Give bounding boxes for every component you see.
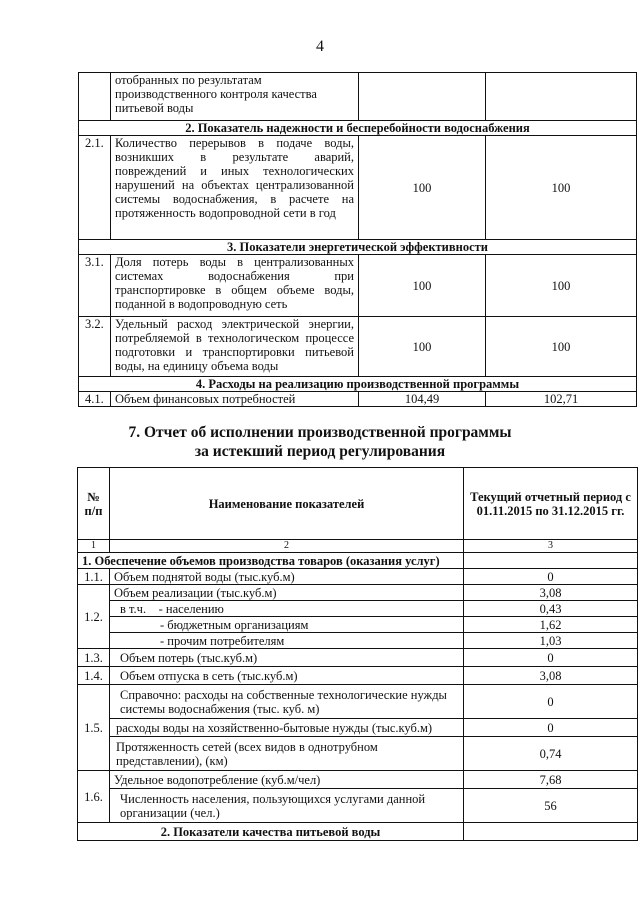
cell-value: 100 (486, 317, 637, 377)
cell-value: 100 (359, 136, 486, 240)
cell-name: Объем отпуска в сеть (тыс.куб.м) (110, 667, 464, 685)
cell-name: Протяженность сетей (всех видов в однотрубном представлении), (км) (110, 737, 464, 771)
cell-value (359, 73, 486, 121)
section-header: 2. Показатель надежности и бесперебойности водоснабжения (79, 121, 637, 136)
table-row (79, 255, 637, 317)
cell-num: 4.1. (79, 392, 111, 407)
cell-value: 3,08 (464, 585, 638, 601)
section-header: 2. Показатели качества питьевой воды (78, 823, 464, 841)
cell-name: Удельный расход электрической энергии, потребляемой в технологическом процессе подготовки и транспортировки питьевой воды, на единицу объема воды (111, 317, 359, 377)
cell-value: 100 (359, 255, 486, 317)
table-row (78, 617, 638, 633)
cell-name: Объем поднятой воды (тыс.куб.м) (110, 569, 464, 585)
cell-name: Объем финансовых потребностей (111, 392, 359, 407)
cell-name: в т.ч. - населению (110, 601, 464, 617)
cell-num: 1.4. (78, 667, 110, 685)
table-row (78, 649, 638, 667)
cell-num: 1.6. (78, 771, 110, 823)
table-row (78, 601, 638, 617)
cell-name: Численность населения, пользующихся услугами данной организации (чел.) (110, 789, 464, 823)
section-title-line1: 7. Отчет об исполнении производственной программы (128, 424, 512, 441)
cell-value: 0,74 (464, 737, 638, 771)
cell-value: 56 (464, 789, 638, 823)
cell-num: 1.5. (78, 685, 110, 771)
table-row (78, 737, 638, 771)
header-num: № п/п (78, 468, 110, 540)
cell-num: 1.2. (78, 585, 110, 649)
cell-value (464, 823, 638, 841)
section-header: 3. Показатели энергетической эффективности (79, 240, 637, 255)
table-row (78, 585, 638, 601)
table-row (79, 136, 637, 240)
cell-value: 7,68 (464, 771, 638, 789)
table-row (78, 685, 638, 719)
cell-value: 100 (486, 136, 637, 240)
cell-num: 1.3. (78, 649, 110, 667)
table-row (79, 73, 637, 121)
cell-num: 1.1. (78, 569, 110, 585)
table-row (78, 569, 638, 585)
cell-name: отобранных по результатам производственного контроля качества питьевой воды (111, 73, 359, 121)
cell-value: 0 (464, 569, 638, 585)
table-row (78, 633, 638, 649)
cell-value: 3,08 (464, 667, 638, 685)
cell-value: 102,71 (486, 392, 637, 407)
column-index: 3 (464, 540, 638, 553)
program-report-table (77, 467, 638, 841)
cell-value (464, 553, 638, 569)
table-row (79, 392, 637, 407)
cell-value: 104,49 (359, 392, 486, 407)
cell-value: 0 (464, 649, 638, 667)
cell-name: Справочно: расходы на собственные технологические нужды системы водоснабжения (тыс. куб. м) (110, 685, 464, 719)
cell-name: Доля потерь воды в централизованных системах водоснабжения при транспортировке в общем объеме воды, поданной в водопроводную сеть (111, 255, 359, 317)
cell-num: 3.1. (79, 255, 111, 317)
cell-name: Объем потерь (тыс.куб.м) (110, 649, 464, 667)
table-row (78, 789, 638, 823)
cell-value: 1,03 (464, 633, 638, 649)
page-number: 4 (316, 38, 324, 55)
section-title-line2: за истекший период регулирования (194, 443, 446, 460)
cell-value: 0 (464, 685, 638, 719)
table-header-row (78, 468, 638, 540)
cell-name: - бюджетным организациям (110, 617, 464, 633)
cell-name: Удельное водопотребление (куб.м/чел) (110, 771, 464, 789)
table-row (79, 317, 637, 377)
cell-value: 0 (464, 719, 638, 737)
column-index-row (78, 540, 638, 553)
table-row (78, 667, 638, 685)
cell-num (79, 73, 111, 121)
section-header: 1. Обеспечение объемов производства товаров (оказания услуг) (78, 553, 464, 569)
cell-num: 3.2. (79, 317, 111, 377)
column-index: 2 (110, 540, 464, 553)
cell-name: Количество перерывов в подаче воды, возникших в результате аварий, повреждений и иных технологических нарушений на объектах централизованной системы водоснабжения, в расчете на протяженность водопроводной сети в год (111, 136, 359, 240)
cell-value: 1,62 (464, 617, 638, 633)
cell-value: 100 (486, 255, 637, 317)
column-index: 1 (78, 540, 110, 553)
table-row (78, 771, 638, 789)
cell-value (486, 73, 637, 121)
cell-num: 2.1. (79, 136, 111, 240)
section-title (0, 423, 640, 461)
cell-value: 0,43 (464, 601, 638, 617)
header-period: Текущий отчетный период с 01.11.2015 по 31.12.2015 гг. (464, 468, 638, 540)
cell-value: 100 (359, 317, 486, 377)
indicators-table-continued (78, 72, 637, 407)
cell-name: Объем реализации (тыс.куб.м) (110, 585, 464, 601)
header-name: Наименование показателей (110, 468, 464, 540)
section-header: 4. Расходы на реализацию производственной программы (79, 377, 637, 392)
table-row (78, 719, 638, 737)
cell-name: расходы воды на хозяйственно-бытовые нужды (тыс.куб.м) (110, 719, 464, 737)
cell-name: - прочим потребителям (110, 633, 464, 649)
